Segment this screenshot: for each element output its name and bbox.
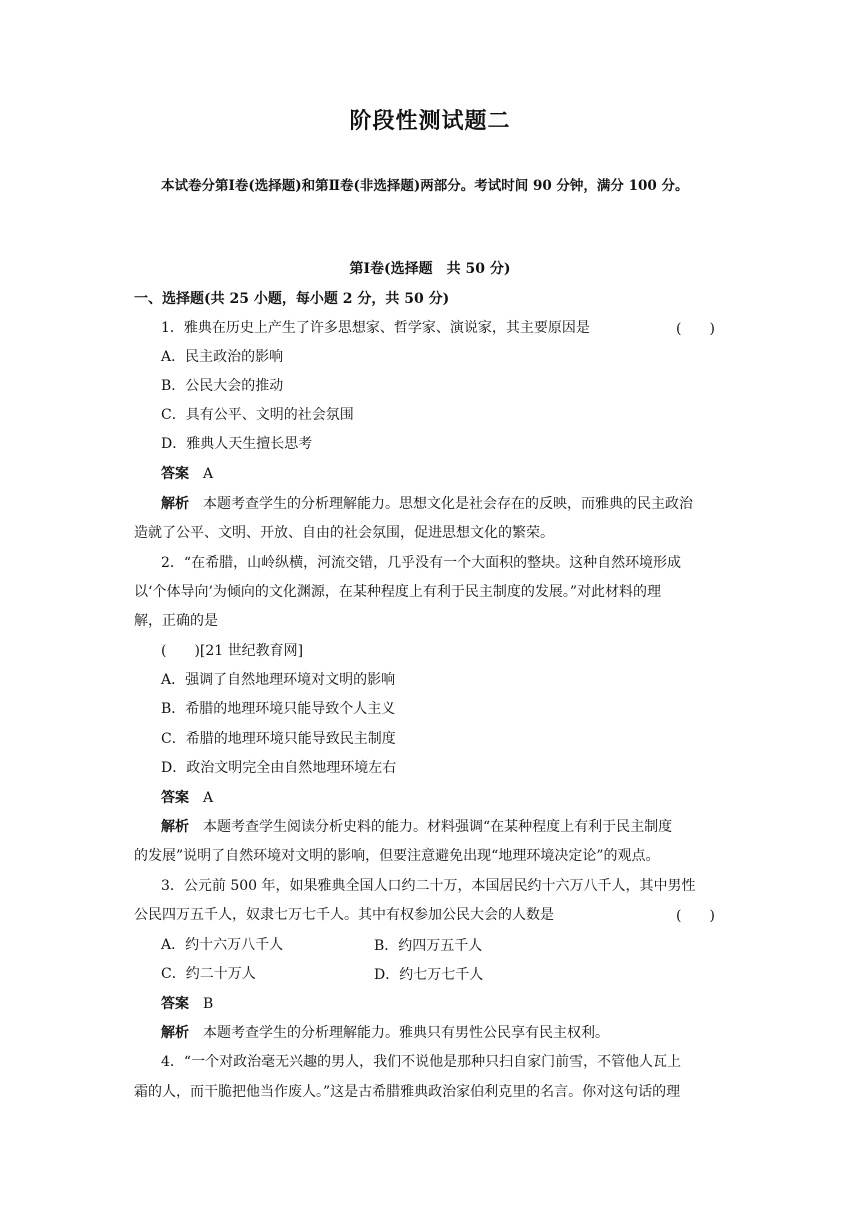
q4-stem-line-1: 4．“一个对政治毫无兴趣的男人，我们不说他是那种只扫自家门前雪，不管他人瓦上 [161,1054,682,1070]
part-heading: 一、选择题(共 25 小题，每小题 2 分，共 50 分) [134,291,450,307]
q1-stem: 1．雅典在历史上产生了许多思想家、哲学家、演说家，其主要原因是 [161,320,590,336]
q1-analysis-text-1: 本题考查学生的分析理解能力。思想文化是社会存在的反映，而雅典的民主政治 [203,496,693,512]
q3-option-d: D．约七万七千人 [374,967,484,983]
q1-option-d: D．雅典人天生擅长思考 [161,436,313,452]
q2-answer-value: A [203,790,214,806]
answer-label: 答案 [161,466,189,482]
q2-option-a: A．强调了自然地理环境对文明的影响 [161,672,396,688]
q1-answer-blank: ( ) [676,321,715,337]
q1-option-b: B．公民大会的推动 [161,378,284,394]
q2-answer [161,788,761,808]
q2-stem-line-4: ( )[21 世纪教育网] [161,643,304,659]
q2-option-b: B．希腊的地理环境只能导致个人主义 [161,701,396,717]
answer-label: 答案 [161,790,189,806]
q2-stem-line-3: 解，正确的是 [134,613,218,629]
analysis-label: 解析 [161,819,189,835]
q3-analysis-text-1: 本题考查学生的分析理解能力。雅典只有男性公民享有民主权利。 [203,1025,609,1041]
q1-option-c: C．具有公平、文明的社会氛围 [161,407,354,423]
q1-option-a: A．民主政治的影响 [161,349,284,365]
q1-answer-value: A [203,466,214,482]
q3-answer [161,994,761,1014]
page-title: 阶段性测试题二 [349,109,511,134]
q2-stem-line-2: 以‘个体导向’为倾向的文化渊源，在某种程度上有利于民主制度的发展。”对此材料的理 [134,584,662,600]
q2-option-c: C．希腊的地理环境只能导致民主制度 [161,731,396,747]
q3-stem-line-1: 3．公元前 500 年，如果雅典全国人口约二十万，本国居民约十六万八千人，其中男性 [161,878,696,894]
q3-analysis-line-1 [161,1023,761,1043]
q2-analysis-text-1: 本题考查学生阅读分析史料的能力。材料强调“在某种程度上有利于民主制度 [203,819,673,835]
q3-option-c: C．约二十万人 [161,966,256,982]
q3-option-a: A．约十六万八千人 [161,937,284,953]
analysis-label: 解析 [161,496,189,512]
q3-answer-value: B [203,996,214,1012]
answer-label: 答案 [161,996,189,1012]
q2-analysis-line-1 [161,817,761,837]
q1-answer [161,464,761,484]
q1-analysis-line-1 [161,494,761,514]
q3-answer-blank: ( ) [676,908,715,924]
q4-stem-line-2: 霜的人，而干脆把他当作废人。”这是古希腊雅典政治家伯利克里的名言。你对这句话的理 [134,1084,681,1100]
section-title: 第Ⅰ卷(选择题 共 50 分) [349,261,511,277]
q2-analysis-line-2: 的发展”说明了自然环境对文明的影响，但要注意避免出现“地理环境决定论”的观点。 [134,848,660,864]
q1-analysis-line-2: 造就了公平、文明、开放、自由的社会氛围，促进思想文化的繁荣。 [134,525,554,541]
q3-stem-line-2: 公民四万五千人，奴隶七万七千人。其中有权参加公民大会的人数是 [134,907,554,923]
q3-option-b: B．约四万五千人 [374,938,483,954]
exam-intro: 本试卷分第Ⅰ卷(选择题)和第Ⅱ卷(非选择题)两部分。考试时间 90 分钟，满分 100 分。 [161,178,689,194]
q2-option-d: D．政治文明完全由自然地理环境左右 [161,760,397,776]
analysis-label: 解析 [161,1025,189,1041]
q2-stem-line-1: 2．“在希腊，山岭纵横，河流交错，几乎没有一个大面积的整块。这种自然环境形成 [161,555,682,571]
